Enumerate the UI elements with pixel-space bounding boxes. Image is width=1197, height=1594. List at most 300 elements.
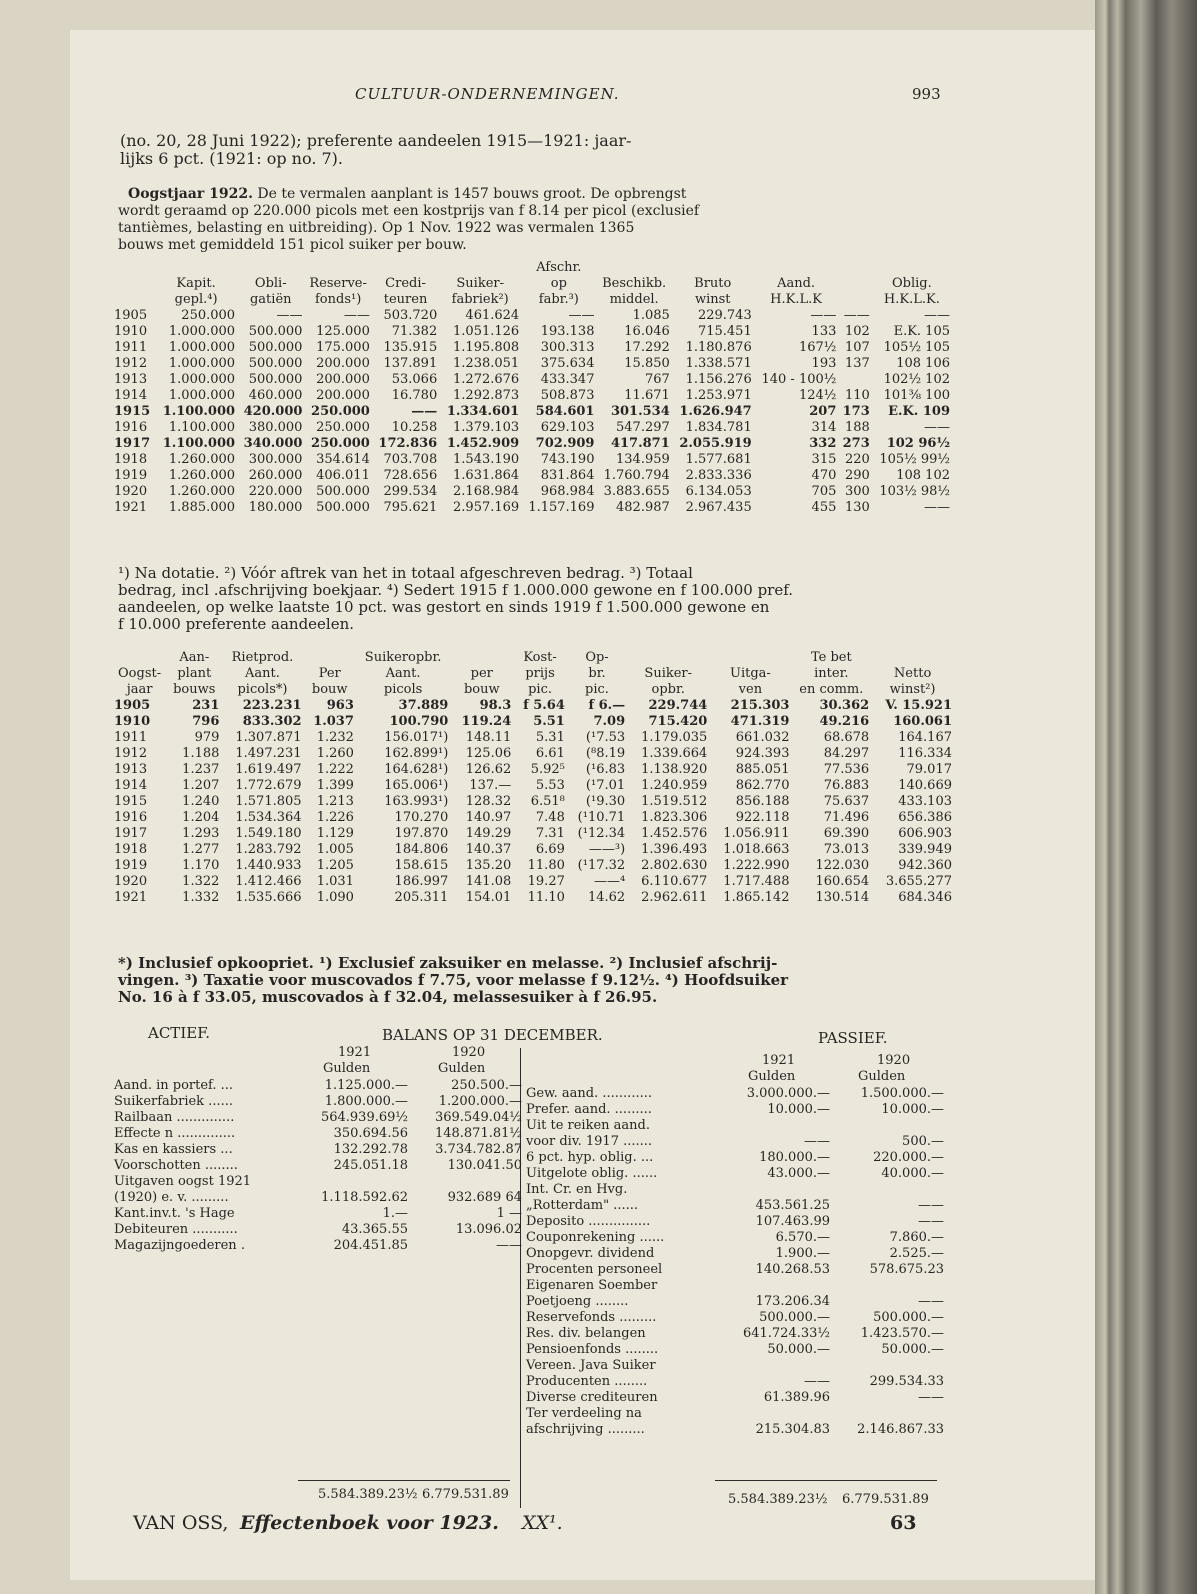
table-cell: 1.138.920 [641, 762, 708, 777]
column-header: jaar [126, 682, 153, 697]
row-year: 1915 [114, 794, 148, 809]
row-year: 1910 [114, 714, 151, 729]
column-header: fabriek²) [451, 292, 509, 307]
table-cell: 500.000 [248, 324, 303, 339]
balance-row [524, 1294, 946, 1310]
table-cell: 1.334.601 [446, 404, 520, 419]
column-header: picols*) [237, 682, 288, 697]
table-cell: 137.— [469, 778, 512, 793]
row-year: 1917 [114, 826, 148, 841]
column-header [627, 650, 709, 666]
table-cell: —— [810, 308, 837, 323]
table-cell: 2.962.611 [641, 890, 708, 905]
table-cell: 180.000 [248, 500, 303, 515]
note-line: No. 16 à f 33.05, muscovados à f 32.04, melassesuiker à f 26.95. [118, 988, 658, 1006]
table-cell: f 5.64 [523, 698, 565, 713]
unit-heading: Gulden [323, 1061, 371, 1076]
table-row [112, 874, 954, 890]
table-cell [838, 372, 871, 388]
table-cell: 1.260.000 [168, 484, 236, 499]
table-cell: 1.156.276 [685, 372, 752, 387]
balance-item-label: Uitgelote oblig. ...... [526, 1166, 658, 1181]
row-year: 1915 [114, 404, 151, 419]
table-row [112, 746, 954, 762]
column-header [754, 260, 839, 276]
balance-row [112, 1094, 524, 1110]
column-header [112, 276, 155, 292]
table-cell: 767 [644, 372, 670, 387]
table-cell: 6.69 [535, 842, 565, 857]
balance-row [112, 1222, 524, 1238]
table-cell: 963 [326, 698, 354, 713]
balance-amount [410, 1174, 524, 1190]
balance-item-label: 6 pct. hyp. oblig. ... [526, 1150, 654, 1165]
balance-amount: 40.000.— [881, 1166, 944, 1181]
table-row [112, 324, 952, 340]
column-header [112, 650, 167, 666]
table-cell: 207 [809, 404, 837, 419]
column-header: H.K.L.K [770, 292, 822, 307]
balance-amount: 10.000.— [881, 1102, 944, 1117]
table-cell: 922.118 [735, 810, 790, 825]
row-year: 1911 [114, 730, 148, 745]
table-cell: 137 [844, 356, 870, 371]
table-cell: 743.190 [540, 452, 595, 467]
table-cell: 500.000 [248, 372, 303, 387]
table-cell: —— [568, 308, 595, 323]
balance-amount: 173.206.34 [755, 1294, 830, 1309]
table-cell: 107 [844, 340, 870, 355]
table-cell: 205.311 [394, 890, 449, 905]
table-cell: 1.543.190 [453, 452, 520, 467]
balance-item-label: Poetjoeng ........ [526, 1294, 629, 1309]
column-header: per [470, 666, 493, 681]
table-cell: 500.000 [248, 340, 303, 355]
balance-amount [832, 1358, 946, 1374]
table-cell: 796 [192, 714, 220, 729]
table-cell: 1.085 [632, 308, 670, 323]
table-cell: 1.100.000 [168, 420, 236, 435]
oogst-line: bouws met gemiddeld 151 picol suiker per bouw. [118, 237, 467, 253]
balance-row [524, 1374, 946, 1390]
table-cell: 1.226 [316, 810, 354, 825]
table-cell: 968.984 [540, 484, 595, 499]
balance-amount: 43.000.— [767, 1166, 830, 1181]
balance-amount: 130.041.50 [447, 1158, 522, 1173]
table-cell: 167½ [798, 340, 837, 355]
note-line: f 10.000 preferente aandeelen. [118, 615, 355, 633]
passief-table [524, 1086, 946, 1438]
header-row [112, 292, 952, 308]
note-line: *) Inclusief opkoopriet. ¹) Exclusief zaksuiker en melasse. ²) Inclusief afschrij- [118, 954, 778, 972]
header-row [112, 650, 954, 666]
table-cell: 470 [811, 468, 837, 483]
balance-row [112, 1206, 524, 1222]
balance-amount: 1.900.— [775, 1246, 830, 1261]
column-header: Reserve- [309, 276, 367, 291]
balance-amount: 1 — [496, 1206, 522, 1221]
table-cell: 250.000 [316, 420, 370, 435]
balance-item-label: Gew. aand. ............ [526, 1086, 652, 1101]
table-cell: E.K. 109 [888, 404, 950, 419]
table-cell: 130 [844, 500, 870, 515]
column-header: fonds¹) [315, 292, 362, 307]
table-cell: —— [924, 308, 950, 323]
table-cell: 71.496 [823, 810, 870, 825]
table-cell: 250.000 [181, 308, 236, 323]
table-cell: 140.97 [465, 810, 512, 825]
year-heading: 1921 [762, 1053, 796, 1068]
balance-amount: 1.423.570.— [860, 1326, 944, 1341]
table-cell: 2.833.336 [685, 468, 752, 483]
balance-row [524, 1406, 946, 1422]
table-cell: 102 96½ [886, 436, 950, 451]
table-cell: 1.865.142 [723, 890, 790, 905]
row-year: 1919 [114, 468, 148, 483]
table-cell: 1.292.873 [453, 388, 520, 403]
balance-row [524, 1182, 946, 1198]
row-year: 1920 [114, 874, 148, 889]
balance-amount: —— [804, 1134, 830, 1149]
table-row [112, 404, 952, 420]
table-cell: 250.000 [311, 436, 370, 451]
oogst-line: De te vermalen aanplant is 1457 bouws groot. De opbrengst [252, 186, 687, 202]
table-cell: 1.000.000 [168, 388, 236, 403]
column-header: Aand. [777, 276, 816, 291]
table-cell: 16.046 [624, 324, 670, 339]
column-header: pic. [528, 682, 553, 697]
balance-amount: 350.694.56 [333, 1126, 408, 1141]
table-cell: 1.000.000 [168, 356, 236, 371]
column-header: bouw [311, 682, 348, 697]
balance-item-label: Uitgaven oogst 1921 [114, 1174, 252, 1189]
table-cell: 1.129 [316, 826, 354, 841]
header-row [112, 260, 952, 276]
table-cell: 125.06 [465, 746, 512, 761]
column-header: Suiker- [456, 276, 505, 291]
column-header [237, 260, 304, 276]
row-year: 1913 [114, 372, 148, 387]
table-cell: 1.179.035 [641, 730, 708, 745]
table-row [112, 468, 952, 484]
table-cell: 1.100.000 [162, 436, 236, 451]
table-cell: (¹7.53 [585, 730, 626, 745]
table-cell: 1.204 [182, 810, 220, 825]
balance-item-label: Int. Cr. en Hvg. [526, 1182, 628, 1197]
balance-amount: 107.463.99 [755, 1214, 830, 1229]
table-cell: 6.110.677 [641, 874, 708, 889]
table-cell: 108 106 [896, 356, 950, 371]
table-cell: 1.577.681 [685, 452, 752, 467]
balance-amount: 1.800.000.— [324, 1094, 408, 1109]
balance-item-label: Prefer. aand. ......... [526, 1102, 652, 1117]
table-cell: 684.346 [898, 890, 952, 905]
table-cell: 140 - 100½ [761, 372, 837, 387]
balance-amount: —— [918, 1214, 944, 1229]
table-cell: 71.382 [391, 324, 438, 339]
balance-item-label: Kas en kassiers ... [114, 1142, 233, 1157]
row-year: 1921 [114, 500, 148, 515]
table-cell: (⁸8.19 [585, 746, 626, 761]
balance-item-label: Magazijngoederen . [114, 1238, 245, 1253]
balance-amount: 3.000.000.— [746, 1086, 830, 1101]
balance-amount: 204.451.85 [333, 1238, 408, 1253]
balance-item-label: afschrijving ......... [526, 1422, 645, 1437]
column-header: pic. [585, 682, 609, 697]
table-row [112, 452, 952, 468]
passief-label: PASSIEF. [818, 1029, 888, 1047]
actief-table [112, 1078, 524, 1254]
balance-amount: 299.534.33 [869, 1374, 944, 1389]
table-cell: 1.440.933 [235, 858, 302, 873]
production-table [112, 650, 954, 906]
balance-amount [718, 1118, 832, 1134]
table-cell: 200.000 [316, 388, 370, 403]
column-header: Op- [585, 650, 609, 665]
table-cell: 1.535.666 [235, 890, 302, 905]
column-header [838, 260, 871, 276]
table-cell: 128.32 [465, 794, 512, 809]
table-cell: 108 102 [896, 468, 950, 483]
balance-amount: 10.000.— [767, 1102, 830, 1117]
table-cell: 702.909 [535, 436, 595, 451]
balance-amount [832, 1278, 946, 1294]
balance-amount: —— [918, 1294, 944, 1309]
balance-amount: 220.000.— [873, 1150, 944, 1165]
table-cell: 715.420 [648, 714, 708, 729]
row-year: 1916 [114, 810, 148, 825]
table-row [112, 762, 954, 778]
balance-row [524, 1358, 946, 1374]
header-row [112, 682, 954, 698]
table-cell: 1.293 [182, 826, 220, 841]
table-cell: 173 [842, 404, 870, 419]
row-year: 1911 [114, 340, 148, 355]
column-header [596, 260, 671, 276]
table-cell: 1.452.576 [641, 826, 708, 841]
table-cell: 116.334 [898, 746, 952, 761]
table-cell: ——⁴ [593, 874, 626, 889]
table-cell: 1.000.000 [168, 324, 236, 339]
balance-row [524, 1166, 946, 1182]
table-cell: 3.883.655 [603, 484, 670, 499]
table-cell: 1.090 [316, 890, 354, 905]
table-cell: 260.000 [248, 468, 303, 483]
column-header [450, 650, 513, 666]
table-cell: 1.240 [182, 794, 220, 809]
table-cell: 301.534 [610, 404, 670, 419]
balance-row [524, 1102, 946, 1118]
table-cell: 1.823.306 [641, 810, 708, 825]
balance-row [112, 1142, 524, 1158]
table-cell: 1.222.990 [723, 858, 790, 873]
balance-amount: 132.292.78 [333, 1142, 408, 1157]
row-year: 1921 [114, 890, 148, 905]
table-cell: 1.571.805 [235, 794, 302, 809]
balance-item-label: Eigenaren Soember [526, 1278, 658, 1293]
table-cell: —— [411, 404, 438, 419]
row-year: 1914 [114, 778, 148, 793]
table-cell: 119.24 [461, 714, 512, 729]
table-cell: 250.000 [311, 404, 370, 419]
balance-amount: —— [804, 1374, 830, 1389]
column-header: Bruto [694, 276, 732, 291]
balance-amount: 500.000.— [759, 1310, 830, 1325]
row-year: 1912 [114, 356, 148, 371]
table-cell: 16.780 [391, 388, 438, 403]
table-cell: 1.018.663 [723, 842, 790, 857]
table-row [112, 388, 952, 404]
table-cell: 11.10 [527, 890, 565, 905]
total-right-1920: 6.779.531.89 [842, 1492, 929, 1507]
balance-amount: 148.871.81½ [434, 1126, 522, 1141]
balance-amount: 180.000.— [759, 1150, 830, 1165]
table-cell: 1.157.169 [528, 500, 595, 515]
table-cell: 220 [844, 452, 870, 467]
table-row [112, 730, 954, 746]
table-cell: 1.497.231 [235, 746, 302, 761]
balance-row [524, 1262, 946, 1278]
table-cell: 1.253.971 [685, 388, 752, 403]
table-cell: 1.283.792 [235, 842, 302, 857]
intro-line: lijks 6 pct. (1921: op no. 7). [120, 149, 343, 168]
footer-book: Effectenboek voor 1923. [240, 1512, 499, 1534]
table-cell: 141.08 [465, 874, 512, 889]
balance-row [112, 1110, 524, 1126]
table-cell: 1.277 [182, 842, 220, 857]
table-row [112, 372, 952, 388]
table-cell: 314 [811, 420, 837, 435]
table-cell: 500.000 [316, 500, 370, 515]
table-cell: 231 [192, 698, 220, 713]
column-header [372, 260, 439, 276]
column-header: br. [588, 666, 606, 681]
table-cell: 979 [194, 730, 220, 745]
table-row [112, 810, 954, 826]
column-header: bouws [173, 682, 216, 697]
column-header [838, 292, 871, 308]
balance-amount [718, 1278, 832, 1294]
column-header: Te bet [810, 650, 852, 665]
table-cell: 2.168.984 [453, 484, 520, 499]
balance-row [524, 1086, 946, 1102]
table-cell: 135.915 [383, 340, 438, 355]
table-cell: 19.27 [527, 874, 565, 889]
table-cell: 14.62 [587, 890, 626, 905]
balance-item-label: „Rotterdam" ...... [526, 1198, 639, 1213]
table-cell: 924.393 [735, 746, 790, 761]
table-cell: 455 [811, 500, 837, 515]
table-cell: 140.669 [898, 778, 952, 793]
table-row [112, 714, 954, 730]
table-row [112, 890, 954, 906]
unit-heading: Gulden [438, 1061, 486, 1076]
table-cell: 223.231 [242, 698, 302, 713]
table-cell: 10.258 [391, 420, 438, 435]
balance-amount: 500.000.— [873, 1310, 944, 1325]
table-cell: 200.000 [316, 372, 370, 387]
table-cell: 1.272.676 [453, 372, 520, 387]
table-cell: 53.066 [391, 372, 438, 387]
balance-row [112, 1190, 524, 1206]
column-header: Per [318, 666, 341, 681]
row-year: 1918 [114, 452, 148, 467]
table-cell: 68.678 [823, 730, 870, 745]
table-cell: 433.103 [898, 794, 952, 809]
table-cell: —— [343, 308, 370, 323]
table-cell: V. 15.921 [885, 698, 952, 713]
column-header: Oogst- [118, 666, 162, 681]
balance-amount: 1.500.000.— [860, 1086, 944, 1101]
balance-item-label: Ter verdeeling na [526, 1406, 642, 1421]
balance-amount: 61.389.96 [763, 1390, 830, 1405]
row-year: 1910 [114, 324, 148, 339]
table-cell: 1.207 [182, 778, 220, 793]
balance-amount: 140.268.53 [755, 1262, 830, 1277]
table-cell: 1.000.000 [168, 340, 236, 355]
column-header: winst²) [889, 682, 936, 697]
table-cell: 1.260 [316, 746, 354, 761]
year-heading: 1921 [338, 1045, 372, 1060]
table-row [112, 340, 952, 356]
table-cell: 125.000 [316, 324, 370, 339]
table-cell: 110 [844, 388, 870, 403]
table-cell: 420.000 [243, 404, 303, 419]
column-header: middel. [609, 292, 659, 307]
balance-row [524, 1422, 946, 1438]
table-row [112, 778, 954, 794]
table-cell: 77.536 [823, 762, 870, 777]
table-row [112, 356, 952, 372]
table-cell: 135.20 [465, 858, 512, 873]
table-cell: 1.332 [182, 890, 220, 905]
balance-amount: 1.118.592.62 [321, 1190, 408, 1205]
table-cell: 547.297 [616, 420, 670, 435]
column-header [709, 650, 791, 666]
column-header: Rietprod. [231, 650, 294, 665]
column-header [155, 260, 237, 276]
note-line: ¹) Na dotatie. ²) Vóór aftrek van het in totaal afgeschreven bedrag. ³) Totaal [118, 564, 693, 582]
table-cell: f 6.— [588, 698, 626, 713]
balance-item-label: Reservefonds ......... [526, 1310, 657, 1325]
row-year: 1914 [114, 388, 148, 403]
balance-amount: 564.939.69½ [320, 1110, 408, 1125]
column-header [871, 650, 954, 666]
column-header: Credi- [385, 276, 426, 291]
balance-row [112, 1238, 524, 1254]
table-cell: 154.01 [465, 890, 512, 905]
table-cell: 1.031 [316, 874, 354, 889]
table-cell: 1.452.909 [446, 436, 520, 451]
column-header [439, 260, 521, 276]
balance-amount: 641.724.33½ [742, 1326, 830, 1341]
table-cell: 126.62 [465, 762, 512, 777]
table-cell: 1.037 [313, 714, 354, 729]
table-cell: 229.743 [697, 308, 752, 323]
column-header: Uitga- [729, 666, 771, 681]
table-cell: 130.514 [815, 890, 870, 905]
table-cell: 661.032 [735, 730, 790, 745]
table-cell: 137.891 [383, 356, 438, 371]
column-header: winst [694, 292, 731, 307]
balance-row [112, 1078, 524, 1094]
column-header: Aant. [385, 666, 421, 681]
table-cell: 508.873 [540, 388, 595, 403]
table-cell: (¹17.32 [577, 858, 626, 873]
table-cell: 215.303 [730, 698, 790, 713]
table-cell: —— [924, 420, 950, 435]
table-row [112, 308, 952, 324]
